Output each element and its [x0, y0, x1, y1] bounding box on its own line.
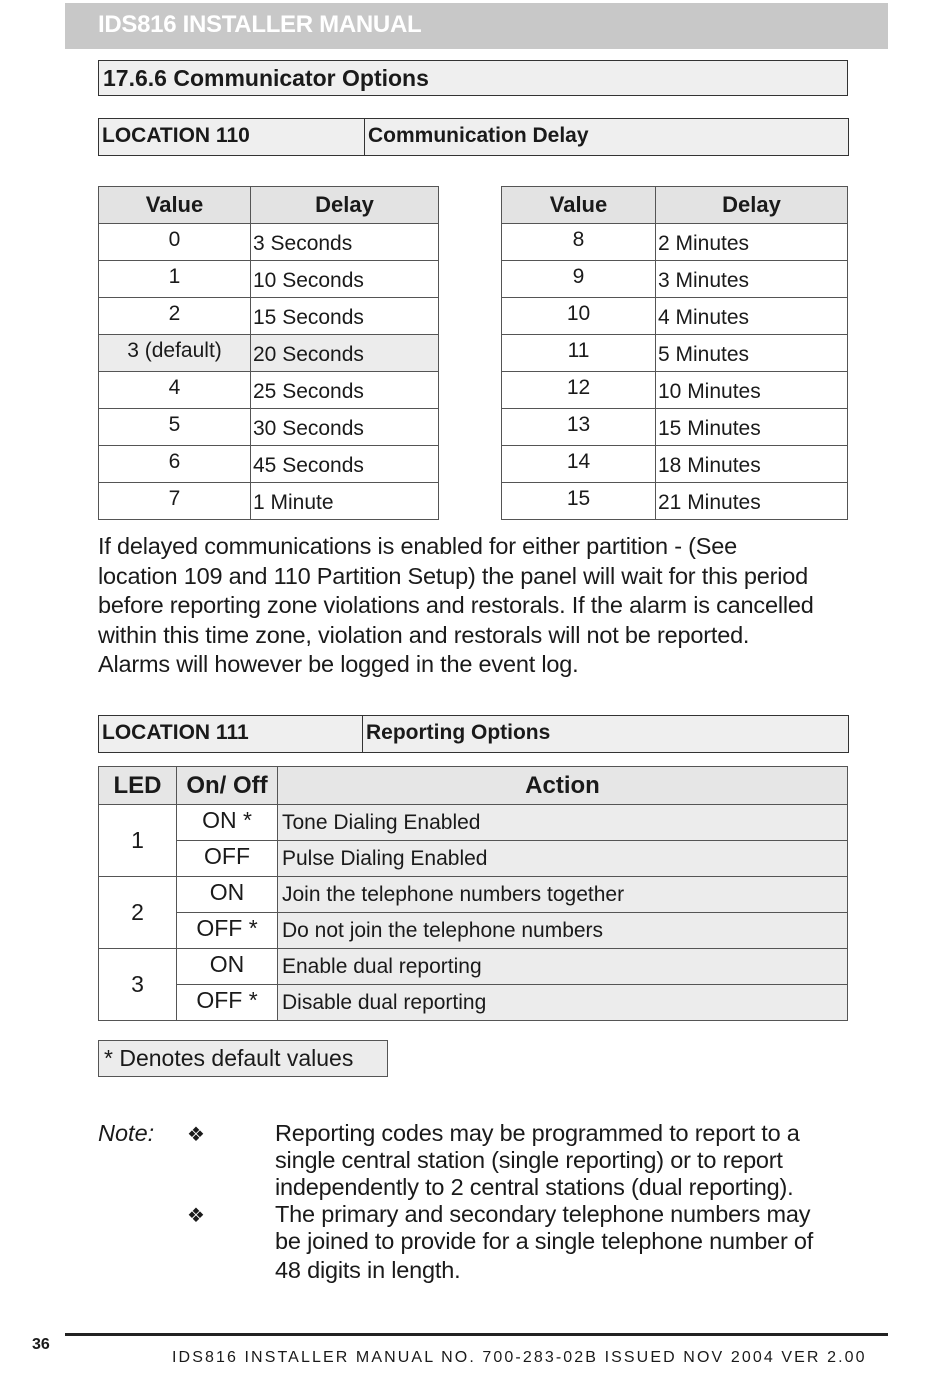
onoff-cell: OFF *	[177, 985, 278, 1021]
table-row	[99, 985, 848, 1021]
header-title: IDS816 INSTALLER MANUAL	[98, 11, 422, 38]
delay-table-right	[501, 186, 848, 520]
delay-cell: 21 Minutes	[656, 483, 848, 520]
location-110-label: LOCATION 110	[99, 119, 365, 155]
location-110-header	[98, 118, 849, 156]
delay-cell: 45 Seconds	[251, 446, 439, 483]
table-row	[99, 335, 439, 372]
column-header-value: Value	[502, 187, 656, 224]
paragraph-line: If delayed communications is enabled for either partition - (See	[98, 533, 738, 559]
note-item	[275, 1120, 845, 1201]
section-title: 17.6.6 Communicator Options	[103, 65, 429, 91]
action-cell: Do not join the telephone numbers	[278, 913, 848, 949]
page-number: 36	[32, 1336, 50, 1353]
header-bar	[65, 3, 888, 49]
note-line: 48 digits in length.	[275, 1257, 461, 1283]
led-cell: 2	[99, 877, 177, 949]
note-label: Note:	[98, 1120, 155, 1146]
value-cell: 4	[99, 372, 251, 409]
value-cell: 5	[99, 409, 251, 446]
location-110-name: Communication Delay	[368, 124, 589, 147]
led-cell: 3	[99, 949, 177, 1021]
diamond-bullet-icon: ❖	[187, 1205, 205, 1227]
delay-cell: 15 Seconds	[251, 298, 439, 335]
action-cell: Enable dual reporting	[278, 949, 848, 985]
table-row	[99, 409, 439, 446]
note-line: be joined to provide for a single telephone number of	[275, 1228, 814, 1254]
note-item	[275, 1201, 845, 1284]
table-row	[502, 372, 848, 409]
onoff-cell: OFF *	[177, 913, 278, 949]
table-row	[502, 298, 848, 335]
default-values-text: * Denotes default values	[104, 1045, 354, 1071]
value-cell: 8	[502, 224, 656, 261]
value-cell: 0	[99, 224, 251, 261]
delay-cell: 4 Minutes	[656, 298, 848, 335]
table-row	[99, 483, 439, 520]
delay-cell: 3 Seconds	[251, 224, 439, 261]
diamond-bullet-icon: ❖	[187, 1124, 205, 1146]
note-line: independently to 2 central stations (dual reporting).	[275, 1174, 794, 1200]
table-row	[99, 805, 848, 841]
paragraph-line: Alarms will however be logged in the event log.	[98, 651, 579, 677]
action-cell: Tone Dialing Enabled	[278, 805, 848, 841]
column-header-delay: Delay	[251, 187, 439, 224]
table-row	[99, 877, 848, 913]
value-cell: 7	[99, 483, 251, 520]
onoff-cell: ON	[177, 949, 278, 985]
value-cell: 11	[502, 335, 656, 372]
note-line: Reporting codes may be programmed to report to a	[275, 1120, 800, 1146]
delay-cell: 3 Minutes	[656, 261, 848, 298]
value-cell: 1	[99, 261, 251, 298]
table-row	[99, 913, 848, 949]
value-cell: 3 (default)	[99, 335, 251, 372]
action-cell: Pulse Dialing Enabled	[278, 841, 848, 877]
table-row	[99, 224, 439, 261]
onoff-cell: ON *	[177, 805, 278, 841]
column-header-action: Action	[278, 767, 848, 805]
delay-cell: 10 Seconds	[251, 261, 439, 298]
table-row	[502, 335, 848, 372]
column-header-led: LED	[99, 767, 177, 805]
column-header-onoff: On/ Off	[177, 767, 278, 805]
column-header-delay: Delay	[656, 187, 848, 224]
table-row	[502, 224, 848, 261]
delay-cell: 1 Minute	[251, 483, 439, 520]
table-row	[99, 841, 848, 877]
location-111-label: LOCATION 111	[99, 716, 363, 752]
value-cell: 14	[502, 446, 656, 483]
delay-cell: 2 Minutes	[656, 224, 848, 261]
note-line: single central station (single reporting) or to report	[275, 1147, 783, 1173]
delay-cell: 5 Minutes	[656, 335, 848, 372]
action-cell: Disable dual reporting	[278, 985, 848, 1021]
delay-cell: 25 Seconds	[251, 372, 439, 409]
table-row	[502, 409, 848, 446]
value-cell: 6	[99, 446, 251, 483]
table-row	[502, 483, 848, 520]
led-cell: 1	[99, 805, 177, 877]
paragraph-line: within this time zone, violation and restorals will not be reported.	[98, 621, 750, 648]
value-cell: 12	[502, 372, 656, 409]
delay-cell: 18 Minutes	[656, 446, 848, 483]
table-row	[99, 949, 848, 985]
delay-cell: 15 Minutes	[656, 409, 848, 446]
value-cell: 9	[502, 261, 656, 298]
delay-cell: 30 Seconds	[251, 409, 439, 446]
action-cell: Join the telephone numbers together	[278, 877, 848, 913]
footer-text: IDS816 INSTALLER MANUAL NO. 700-283-02B ISSUED NOV 2004 VER 2.00	[172, 1349, 867, 1366]
column-header-value: Value	[99, 187, 251, 224]
table-row	[502, 446, 848, 483]
value-cell: 2	[99, 298, 251, 335]
section-title-box	[98, 60, 848, 96]
delay-description	[98, 532, 858, 680]
delay-table-left	[98, 186, 439, 520]
onoff-cell: ON	[177, 877, 278, 913]
location-111-header	[98, 715, 849, 753]
table-row	[99, 261, 439, 298]
reporting-options-table	[98, 766, 848, 1021]
paragraph-line: location 109 and 110 Partition Setup) the panel will wait for this period	[98, 562, 808, 589]
onoff-cell: OFF	[177, 841, 278, 877]
footer-divider	[65, 1333, 888, 1336]
table-row	[99, 372, 439, 409]
value-cell: 15	[502, 483, 656, 520]
table-row	[99, 298, 439, 335]
default-values-note	[98, 1040, 388, 1077]
note-line: The primary and secondary telephone numbers may	[275, 1201, 811, 1227]
table-row	[502, 261, 848, 298]
value-cell: 10	[502, 298, 656, 335]
value-cell: 13	[502, 409, 656, 446]
delay-cell: 10 Minutes	[656, 372, 848, 409]
paragraph-line: before reporting zone violations and restorals. If the alarm is cancelled	[98, 592, 814, 618]
table-row	[99, 446, 439, 483]
delay-cell: 20 Seconds	[251, 335, 439, 372]
location-111-name: Reporting Options	[366, 721, 551, 744]
